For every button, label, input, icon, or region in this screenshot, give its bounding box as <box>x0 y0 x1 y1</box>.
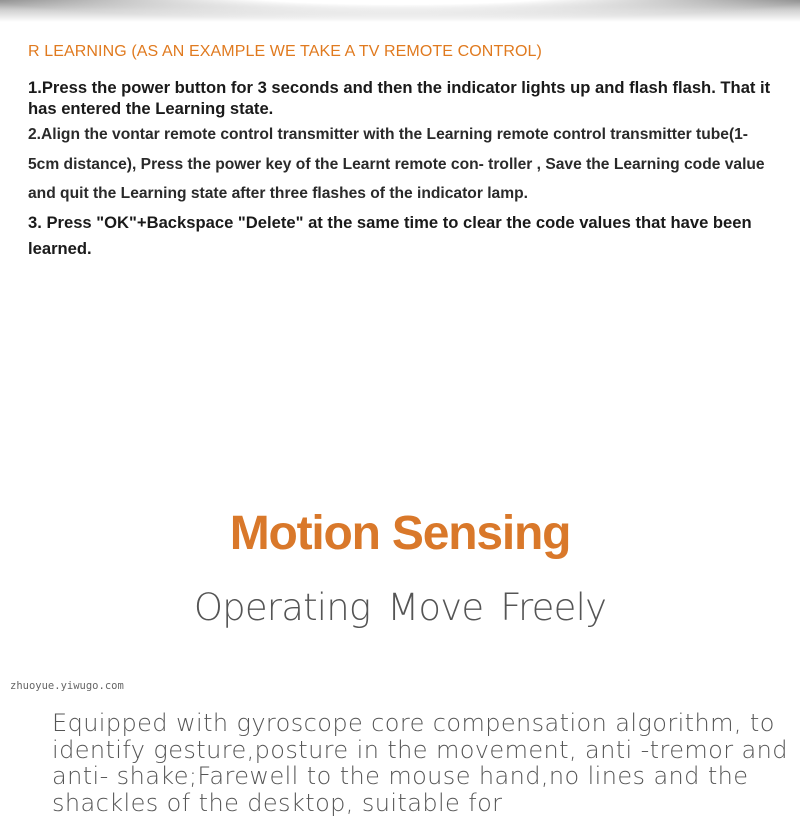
instruction-step-2: 2.Align the vontar remote control transmitter with the Learning remote control transmitter tube(1-5cm distance), Press the power key of the Learnt remote con- troller , Save the Learning code value and quit the Learning state after three flashes of the indicator lamp. <box>28 126 765 202</box>
feature-subtitle: Operating Move Freely <box>193 586 607 629</box>
watermark-url: zhuoyue.yiwugo.com <box>10 680 124 692</box>
learning-instructions <box>28 77 778 262</box>
top-shadow-divider <box>0 0 800 22</box>
feature-description: Equipped with gyroscope core compensation algorithm, to identify gesture,posture in the movement, anti -tremor and anti- shake;Farewell to the mouse hand,no lines and the shackles of the desktop, suitable for <box>52 709 788 817</box>
instruction-step-1: 1.Press the power button for 3 seconds and then the indicator lights up and flash flash. That it has entered the Learning state. <box>28 78 771 118</box>
learning-section-heading: R LEARNING (AS AN EXAMPLE WE TAKE A TV REMOTE CONTROL) <box>28 43 542 60</box>
feature-title: Motion Sensing <box>229 507 571 560</box>
instruction-step-3: 3. Press "OK"+Backspace "Delete" at the same time to clear the code values that have been learned. <box>28 212 752 258</box>
